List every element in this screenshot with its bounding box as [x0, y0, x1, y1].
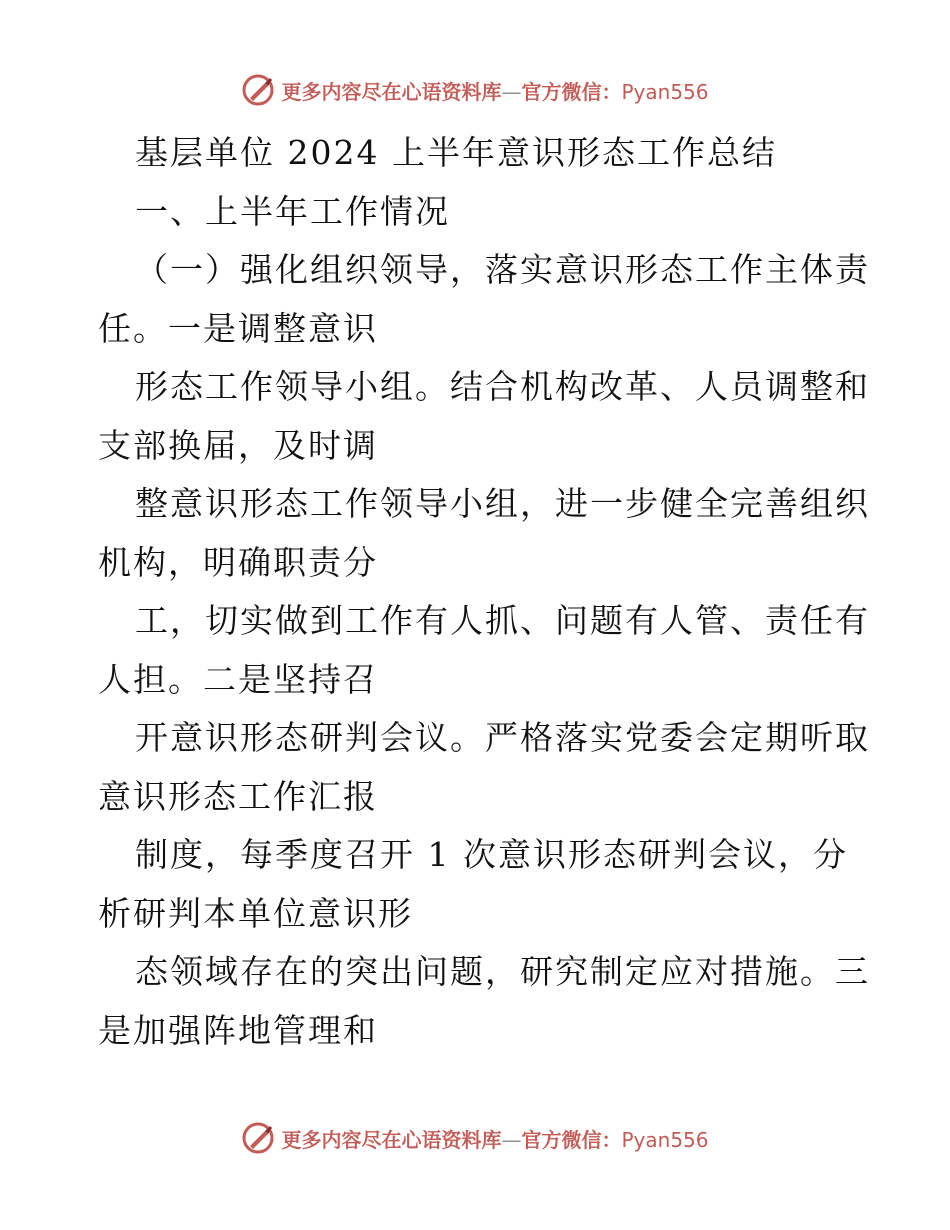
paragraph-line: 析研判本单位意识形	[98, 893, 413, 933]
paragraph-line: 支部换届，及时调	[98, 425, 378, 465]
paragraph-line: 机构，明确职责分	[98, 542, 378, 582]
paragraph-line: 人担。二是坚持召	[98, 659, 378, 699]
paragraph-line: 开意识形态研判会议。严格落实党委会定期听取	[135, 718, 870, 757]
document-title: 基层单位 2024 上半年意识形态工作总结	[135, 133, 777, 172]
paragraph-line: 整意识形态工作领导小组，进一步健全完善组织	[135, 484, 870, 523]
quill-pen-logo-icon	[241, 1121, 275, 1155]
section-heading: 一、上半年工作情况	[135, 191, 450, 231]
header-watermark	[0, 70, 950, 110]
paragraph-line: 态领域存在的突出问题，研究制定应对措施。三	[135, 952, 870, 991]
paragraph-line: 制度，每季度召开 1 次意识形态研判会议，分	[135, 835, 848, 874]
document-body	[98, 124, 870, 1060]
paragraph-line: 是加强阵地管理和	[98, 1010, 378, 1050]
paragraph-line: 形态工作领导小组。结合机构改革、人员调整和	[135, 367, 870, 406]
footer-watermark	[0, 1118, 950, 1158]
paragraph-line: 意识形态工作汇报	[98, 776, 378, 816]
paragraph-line: 任。一是调整意识	[98, 308, 378, 348]
quill-pen-logo-icon	[241, 73, 275, 107]
watermark-text: 更多内容尽在心语资料库—官方微信：Pyan556	[281, 1127, 709, 1152]
watermark-text: 更多内容尽在心语资料库—官方微信：Pyan556	[281, 79, 709, 104]
paragraph-line: 工，切实做到工作有人抓、问题有人管、责任有	[135, 601, 870, 640]
paragraph-line: （一）强化组织领导，落实意识形态工作主体责	[135, 250, 870, 289]
